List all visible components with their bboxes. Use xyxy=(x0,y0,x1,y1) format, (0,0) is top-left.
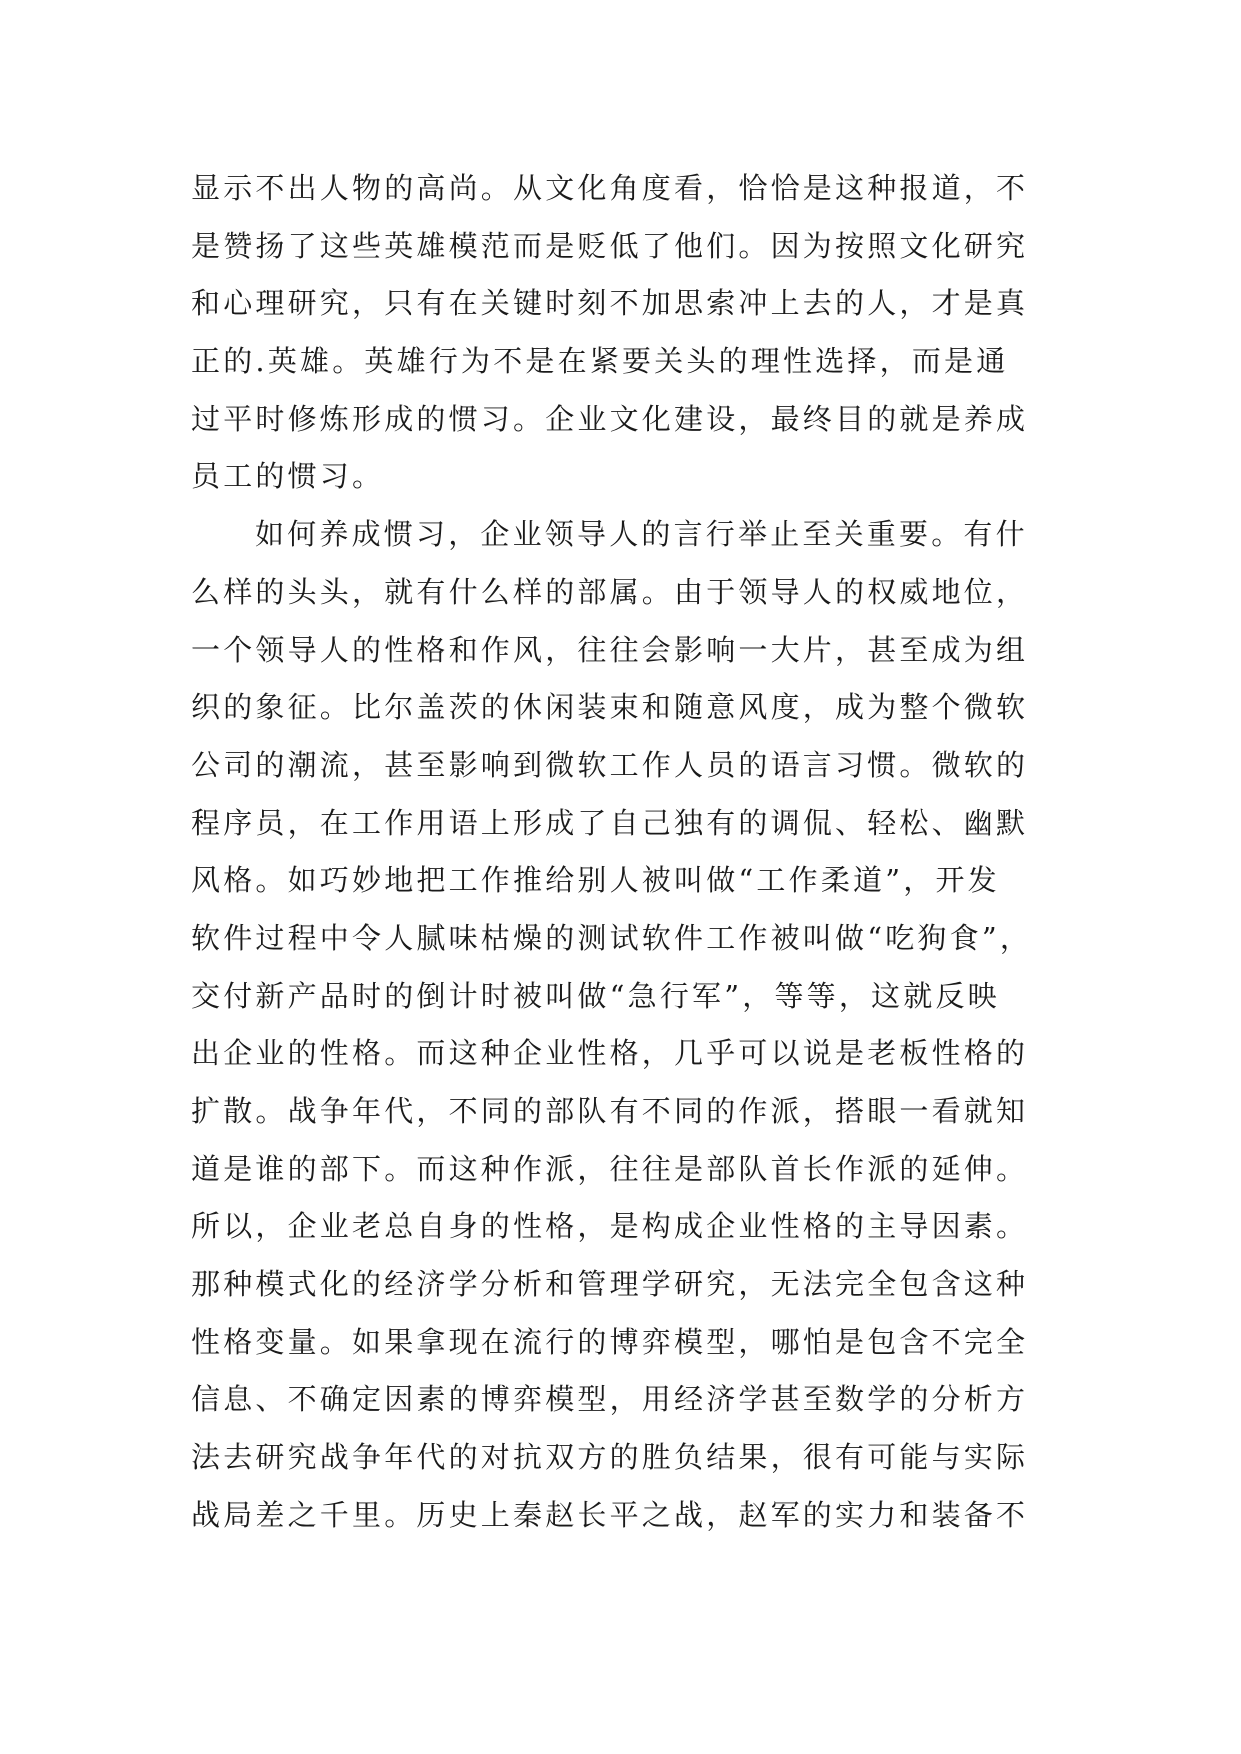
text-line: 过平时修炼形成的惯习。企业文化建设，最终目的就是养成 xyxy=(191,401,1029,436)
text-line: 程序员，在工作用语上形成了自己独有的调侃、轻松、幽默 xyxy=(191,805,1029,840)
body-text xyxy=(191,160,1051,1545)
text-line: 是赞扬了这些英雄模范而是贬低了他们。因为按照文化研究 xyxy=(191,228,1029,263)
text-line: 公司的潮流，甚至影响到微软工作人员的语言习惯。微软的 xyxy=(191,747,1029,782)
text-line: 法去研究战争年代的对抗双方的胜负结果，很有可能与实际 xyxy=(191,1440,1029,1475)
text-line: 和心理研究，只有在关键时刻不加思索冲上去的人，才是真 xyxy=(191,286,1029,321)
text-line-first: 如何养成惯习，企业领导人的言行举止至关重要。有什 xyxy=(255,517,1028,552)
text-line: 一个领导人的性格和作风，往往会影响一大片，甚至成为组 xyxy=(191,632,1029,667)
text-line: 那种模式化的经济学分析和管理学研究，无法完全包含这种 xyxy=(191,1267,1029,1302)
text-line: 道是谁的部下。而这种作派，往往是部队首长作派的延伸。 xyxy=(191,1151,1029,1186)
text-line: 风格。如巧妙地把工作推给别人被叫做“工作柔道”，开发 xyxy=(191,863,1000,898)
text-line: 织的象征。比尔盖茨的休闲装束和随意风度，成为整个微软 xyxy=(191,690,1029,725)
text-line: 信息、不确定因素的博弈模型，用经济学甚至数学的分析方 xyxy=(191,1382,1029,1417)
text-line: 员工的惯习。 xyxy=(191,459,385,494)
text-line: 么样的头头，就有什么样的部属。由于领导人的权威地位， xyxy=(191,574,1029,609)
text-line: 出企业的性格。而这种企业性格，几乎可以说是老板性格的 xyxy=(191,1036,1029,1071)
text-line: 战局差之千里。历史上秦赵长平之战，赵军的实力和装备不 xyxy=(191,1497,1029,1532)
paragraph-1 xyxy=(191,160,1051,506)
text-line: 正的.英雄。英雄行为不是在紧要关头的理性选择，而是通 xyxy=(191,344,1009,379)
text-line: 扩散。战争年代，不同的部队有不同的作派，搭眼一看就知 xyxy=(191,1094,1029,1128)
paragraph-2 xyxy=(191,506,1051,1544)
text-line: 性格变量。如果拿现在流行的博弈模型，哪怕是包含不完全 xyxy=(191,1324,1029,1359)
text-line: 交付新产品时的倒计时被叫做“急行军”，等等，这就反映 xyxy=(191,978,1000,1013)
text-line: 显示不出人物的高尚。从文化角度看，恰恰是这种报道，不 xyxy=(191,171,1029,205)
text-line: 所以，企业老总自身的性格，是构成企业性格的主导因素。 xyxy=(191,1209,1029,1244)
text-line: 软件过程中令人腻味枯燥的测试软件工作被叫做“吃狗食”， xyxy=(191,920,1033,955)
